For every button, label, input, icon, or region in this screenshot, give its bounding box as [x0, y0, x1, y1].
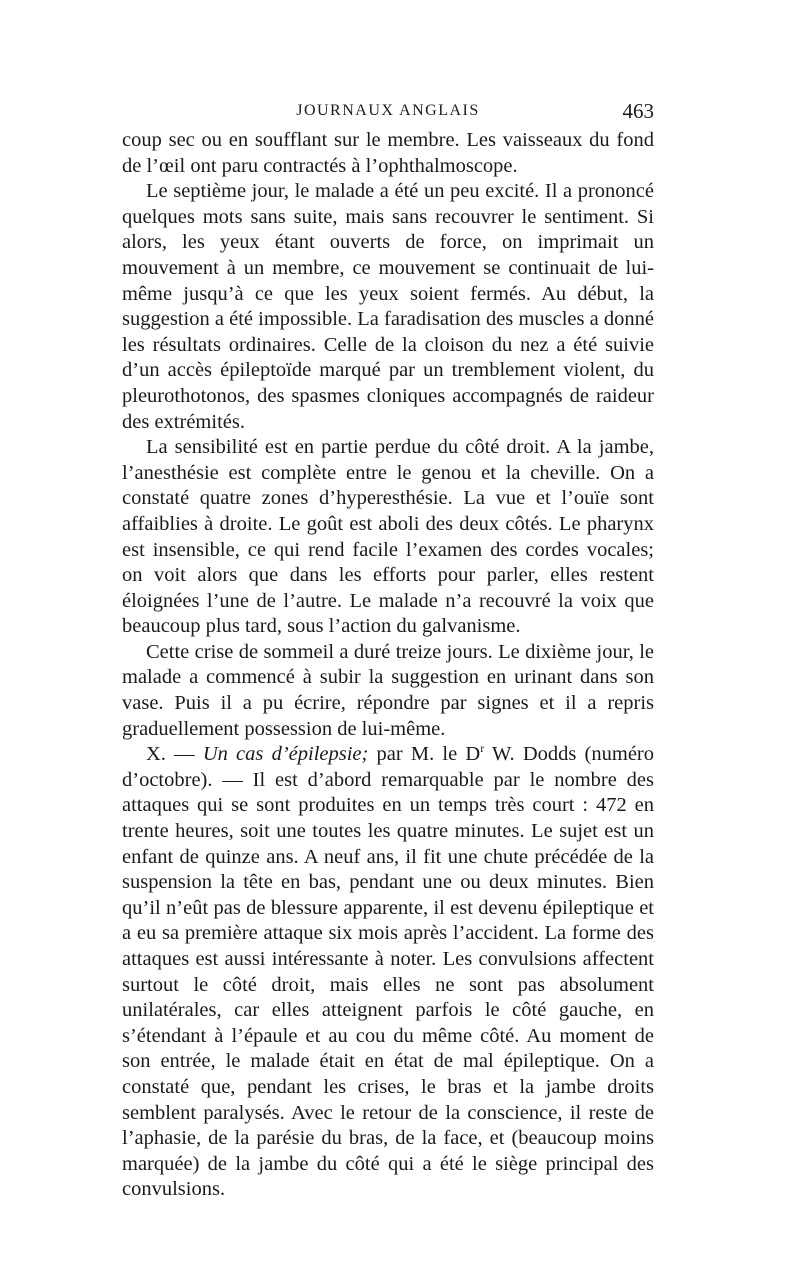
paragraph-sleep-crisis: Cette crise de sommeil a duré treize jours. Le dixième jour, le malade a commencé à subir la suggestion en urinant dans son vase. Puis il a pu écrire, répondre par signes et il a repris graduellement possession de lui-même.	[122, 640, 654, 740]
article-body: W. Dodds (numéro d’octobre). — Il est d’abord remarquable par le nombre des attaques qui se sont produites en un temps très court : 472 en trente heures, soit une toutes les quatre minutes. Le sujet est un enfant de quinze ans. A neuf ans, il fit une chute précédée de la suspension la tête en bas, pendant une ou deux minutes. Bien qu’il n’eût pas de blessure apparente, il est devenu épileptique et a eu sa première attaque six mois après l’accident. La forme des attaques est aussi intéressante à noter. Les convulsions affectent surtout le côté droit, mais elles ne sont pas absolument unilatérales, car elles atteignent parfois le côté gauche, en s’étendant à l’épaule et au cou du même côté. Au moment de son entrée, le malade était en état de mal épileptique. On a constaté que, pendant les crises, le bras et la jambe droits semblent paralysés. Avec le retour de la conscience, il reste de l’aphasie, de la parésie du bras, de la face, et (beaucoup moins marquée) de la jambe du côté qui a été le siège principal des convulsions.	[122, 743, 654, 1201]
running-head: JOURNAUX ANGLAIS	[296, 102, 480, 119]
paragraph-sensibility: La sensibilité est en partie perdue du côté droit. A la jambe, l’anesthésie est complète entre le genou et la cheville. On a constaté quatre zones d’hyperesthésie. La vue et l’ouïe sont affaiblies à droite. Le goût est aboli des deux côtés. Le pharynx est insensible, ce qui rend facile l’examen des cordes vocales; on voit alors que dans les efforts pour parler, elles restent éloignées l’une de l’autre. Le malade n’a recouvré la voix que beaucoup plus tard, sous l’action du galvanisme.	[122, 436, 654, 638]
article-title: Un cas d’épilepsie;	[202, 743, 369, 766]
paragraph-seventh-day: Le septième jour, le malade a été un peu excité. Il a prononcé quelques mots sans suite, mais sans recouvrer le sentiment. Si alors, les yeux étant ouverts de force, on imprimait un mouvement à un membre, ce mouvement se continuait de lui-même jusqu’à ce que les yeux soient fermés. Au début, la suggestion a été impossible. La faradisation des muscles a donné les résultats ordinaires. Celle de la cloison du nez a été suivie d’un accès épileptoïde marqué par un tremblement violent, du pleurothotonos, des spasmes cloniques accompagnés de raideur des extrémités.	[122, 180, 654, 433]
paragraph-continued: coup sec ou en soufflant sur le membre. Les vaisseaux du fond de l’œil ont paru contractés à l’ophthalmoscope.	[122, 129, 654, 177]
author-prefix: par M. le D	[368, 743, 481, 766]
page-number: 463	[622, 99, 654, 123]
body-text	[122, 128, 654, 1203]
paragraph-epilepsy-case	[122, 742, 654, 1203]
page-header	[122, 96, 654, 126]
doctor-superscript: r	[480, 741, 485, 756]
section-number: X. —	[146, 743, 203, 766]
